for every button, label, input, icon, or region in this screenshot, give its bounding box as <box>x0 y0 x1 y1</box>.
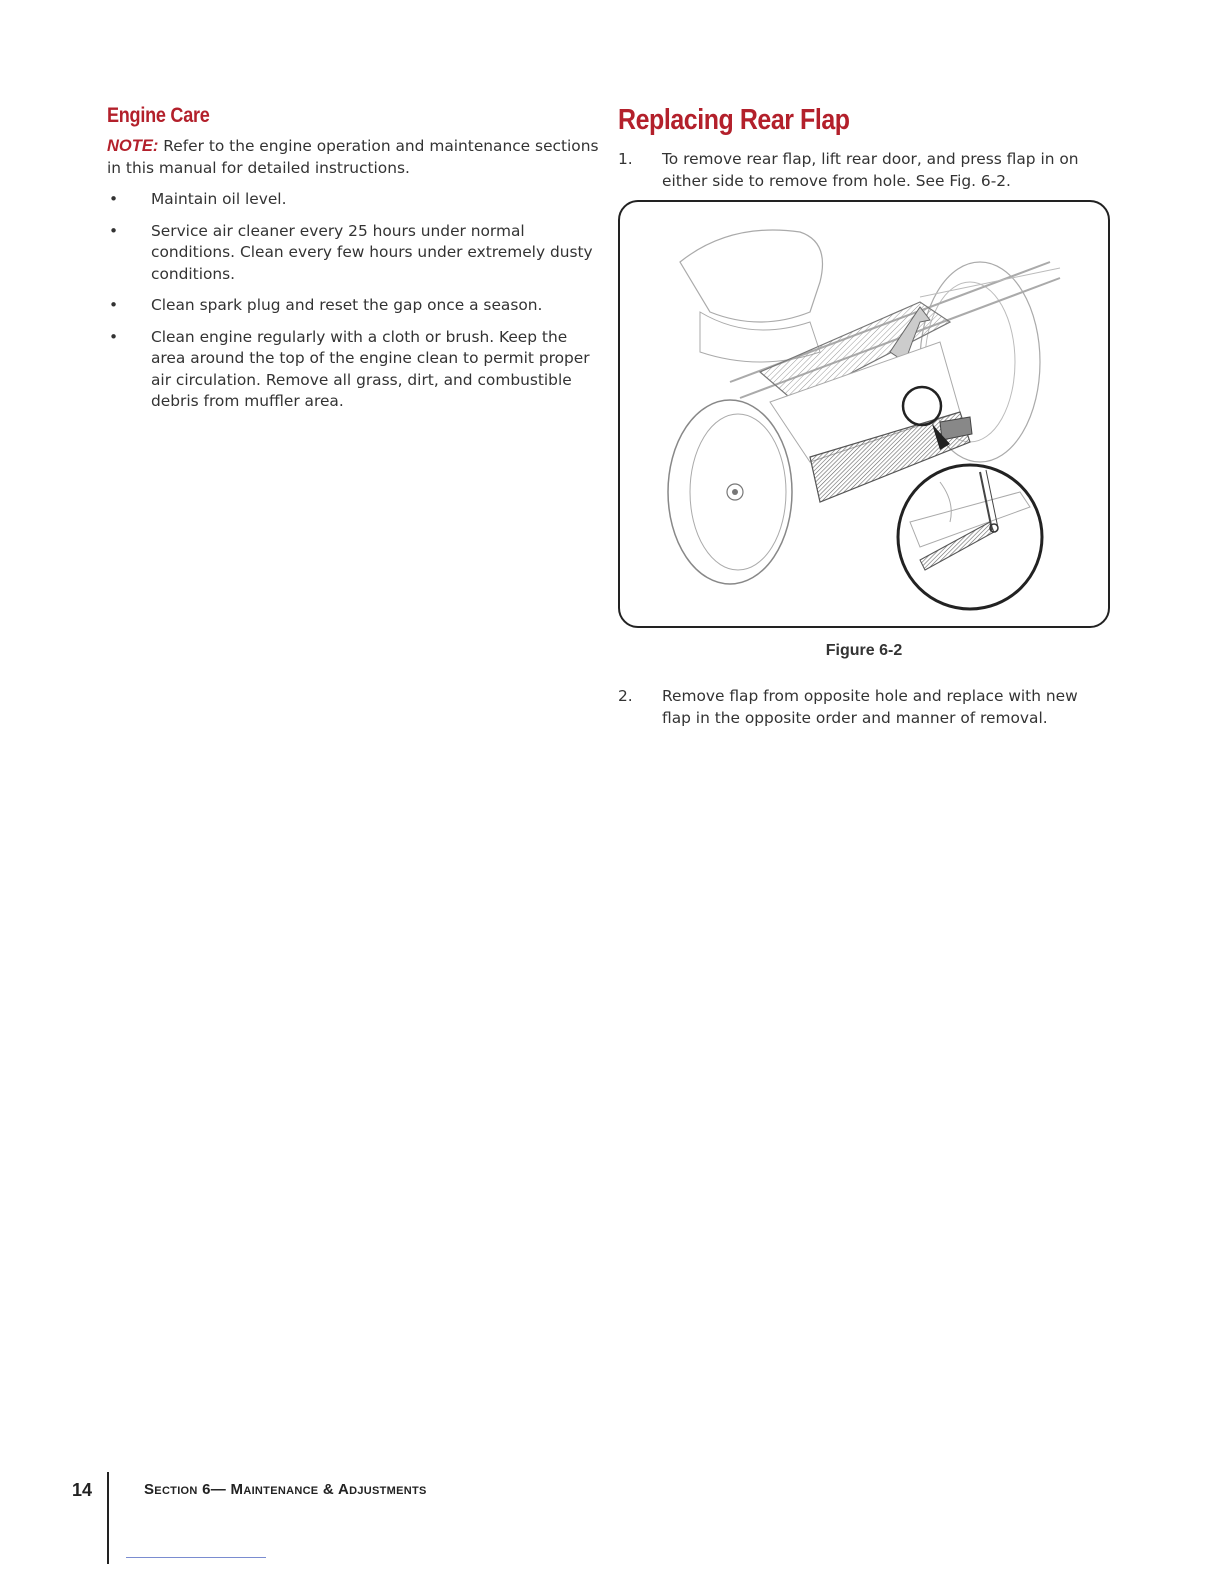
footer-divider <box>107 1472 109 1564</box>
step-number: 1. <box>618 150 633 168</box>
step-item <box>618 686 1110 729</box>
flap-steps-list-continued <box>618 686 1110 729</box>
note-label: NOTE: <box>107 137 159 155</box>
bullet-icon: • <box>109 296 119 314</box>
page-number: 14 <box>72 1480 93 1500</box>
step-text: Remove flap from opposite hole and replace with new flap in the opposite order and manner of removal. <box>662 687 1078 727</box>
list-item <box>107 327 599 413</box>
replacing-rear-flap-heading: Replacing Rear Flap <box>618 104 850 136</box>
engine-care-note <box>107 136 599 179</box>
list-item <box>107 221 599 286</box>
bullet-text: Maintain oil level. <box>151 190 287 208</box>
replacing-rear-flap-section <box>618 104 1110 192</box>
step-item <box>618 149 1110 192</box>
step-text: To remove rear flap, lift rear door, and press flap in on either side to remove from hole. See Fig. 6-2. <box>662 150 1079 190</box>
bullet-text: Clean spark plug and reset the gap once a season. <box>151 296 543 314</box>
engine-care-heading: Engine Care <box>107 104 210 127</box>
engine-care-bullet-list <box>107 189 599 413</box>
page-footer <box>72 1472 672 1564</box>
bullet-icon: • <box>109 190 119 208</box>
bullet-text: Service air cleaner every 25 hours under normal conditions. Clean every few hours under extremely dusty conditions. <box>151 221 593 283</box>
figure-6-2-illustration <box>618 200 1110 628</box>
figure-caption: Figure 6-2 <box>825 642 903 659</box>
bullet-icon: • <box>109 221 119 240</box>
engine-care-section <box>107 104 599 423</box>
flap-step-2-container <box>618 686 1110 729</box>
bullet-text: Clean engine regularly with a cloth or brush. Keep the area around the top of the engine clean to permit proper air circulation. Remove all grass, dirt, and combustible debris from muffler area. <box>151 327 590 410</box>
note-text: Refer to the engine operation and maintenance sections in this manual for detailed instructions. <box>107 137 599 177</box>
step-number: 2. <box>618 687 633 705</box>
mower-rear-flap-illustration <box>620 202 1108 626</box>
bullet-icon: • <box>109 327 119 346</box>
footer-section-title: Section 6— Maintenance & Adjustments <box>144 1481 427 1498</box>
scan-artifact-line <box>126 1557 266 1558</box>
list-item <box>107 189 599 211</box>
flap-steps-list <box>618 149 1110 192</box>
list-item <box>107 295 599 317</box>
